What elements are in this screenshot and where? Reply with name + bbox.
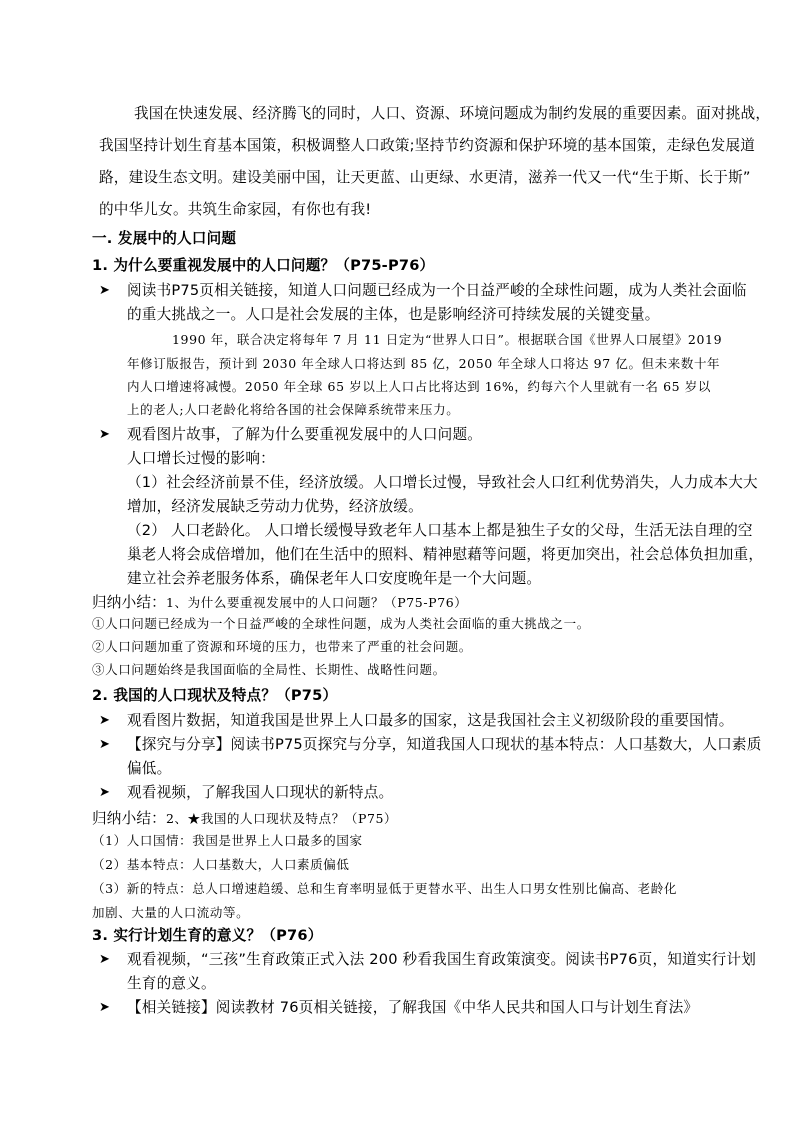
question-1-title: 1. 为什么要重视发展中的人口问题？（P75-P76） — [92, 257, 435, 274]
q1-bullet2: 观看图片故事，了解为什么要重视发展中的人口问题。 — [127, 426, 483, 443]
q1-effect-title: 人口增长过慢的影响： — [127, 450, 275, 467]
arrowhead-bullet-icon: ➤ — [99, 713, 110, 728]
summary-question: 1、为什么要重视发展中的人口问题？（P75-P76） — [165, 595, 468, 610]
q1-summary-item-1: ①人口问题已经成为一个日益严峻的全球性问题，成为人类社会面临的重大挑战之一。 — [92, 616, 590, 631]
q1-bullet1-line2: 的重大挑战之一。人口是社会发展的主体，也是影响经济可持续发展的关键变量。 — [127, 306, 660, 323]
intro-line-3: 路，建设生态文明。建设美丽中国，让天更蓝、山更绿、水更清，滋养一代又一代“生于斯、长于斯” — [99, 169, 751, 186]
question-2-title: 2. 我国的人口现状及特点？（P75） — [92, 687, 338, 704]
arrowhead-bullet-icon: ➤ — [99, 1000, 110, 1015]
q1-note-line1: 1990 年，联合决定将每年 7 月 11 日定为“世界人口日”。根据联合国《世界人口展望》2019 — [172, 332, 723, 347]
q3-bullet1-line2: 生育的意义。 — [127, 975, 216, 992]
q1-effect2-line1: （2） 人口老龄化。 人口增长缓慢导致老年人口基本上都是独生子女的父母，生活无法自理的空 — [127, 522, 753, 539]
q2-bullet2-line2: 偏低。 — [127, 760, 172, 777]
summary-label: 归纳小结： — [92, 810, 166, 827]
q1-summary-title — [92, 592, 467, 613]
q1-note-line3: 内人口增速将减慢。2050 年全球 65 岁以上人口占比将达到 16%，约每六个人里就有一名 65 岁以 — [127, 379, 711, 394]
intro-line-2: 我国坚持计划生育基本国策，积极调整人口政策;坚持节约资源和保护环境的基本国策，走绿色发展道 — [99, 137, 756, 154]
q2-summary-title — [92, 808, 397, 829]
q3-bullet2: 【相关链接】阅读教材 76页相关链接，了解我国《中华人民共和国人口与计划生育法》 — [127, 999, 699, 1016]
q2-bullet1: 观看图片数据，知道我国是世界上人口最多的国家，这是我国社会主义初级阶段的重要国情。 — [127, 712, 734, 729]
q2-summary-item-1: （1）人口国情：我国是世界上人口最多的国家 — [92, 833, 363, 848]
question-3-title: 3. 实行计划生育的意义？（P76） — [92, 927, 323, 944]
arrowhead-bullet-icon: ➤ — [99, 427, 110, 442]
q1-note-line2: 年修订版报告，预计到 2030 年全球人口将达到 85 亿，2050 年全球人口将达 97 亿。但未来数十年 — [127, 356, 721, 371]
intro-line-4: 的中华儿女。共筑生命家园，有你也有我! — [99, 201, 372, 218]
q1-effect2-line2: 巢老人将会成倍增加，他们在生活中的照料、精神慰藉等问题，将更加突出，社会总体负担加重， — [127, 546, 764, 563]
q1-bullet1-line1: 阅读书P75页相关链接，知道人口问题已经成为一个日益严峻的全球性问题，成为人类社会面临 — [127, 282, 747, 299]
q1-summary-item-3: ③人口问题始终是我国面临的全局性、长期性、战略性问题。 — [92, 662, 446, 677]
section-heading: 一. 发展中的人口问题 — [92, 230, 237, 247]
q2-summary-item-3: （3）新的特点：总人口增速趋缓、总和生育率明显低于更替水平、出生人口男女性别比偏高、老龄化 — [92, 881, 677, 896]
arrowhead-bullet-icon: ➤ — [99, 785, 110, 800]
summary-label: 归纳小结： — [92, 594, 166, 611]
q1-summary-item-2: ②人口问题加重了资源和环境的压力，也带来了严重的社会问题。 — [92, 639, 472, 654]
q2-summary-item-4: 加剧、大量的人口流动等。 — [92, 905, 250, 920]
q1-note-line4: 上的老人;人口老龄化将给各国的社会保障系统带来压力。 — [127, 402, 460, 417]
q2-bullet3: 观看视频，了解我国人口现状的新特点。 — [127, 784, 394, 801]
arrowhead-bullet-icon: ➤ — [99, 952, 110, 967]
q1-effect1-line2: 增加，经济发展缺乏劳动力优势，经济放缓。 — [127, 498, 423, 515]
q1-effect2-line3: 建立社会养老服务体系，确保老年人口安度晚年是一个大问题。 — [127, 570, 542, 587]
q2-summary-item-2: （2）基本特点：人口基数大，人口素质偏低 — [92, 857, 350, 872]
arrowhead-bullet-icon: ➤ — [99, 737, 110, 752]
intro-line-1: 我国在快速发展、经济腾飞的同时，人口、资源、环境问题成为制约发展的重要因素。面对挑战， — [134, 105, 771, 122]
summary-question: 2、★我国的人口现状及特点？（P75） — [165, 811, 398, 826]
q3-bullet1-line1: 观看视频，“三孩”生育政策正式入法 200 秒看我国生育政策演变。阅读书P76页，知道实行计划 — [127, 951, 756, 968]
q2-bullet2-line1: 【探究与分享】阅读书P75页探究与分享，知道我国人口现状的基本特点：人口基数大，人口素质 — [127, 736, 762, 753]
q1-effect1-line1: （1）社会经济前景不佳，经济放缓。人口增长过慢，导致社会人口红利优势消失，人力成本大大 — [127, 474, 758, 491]
arrowhead-bullet-icon: ➤ — [99, 283, 110, 298]
